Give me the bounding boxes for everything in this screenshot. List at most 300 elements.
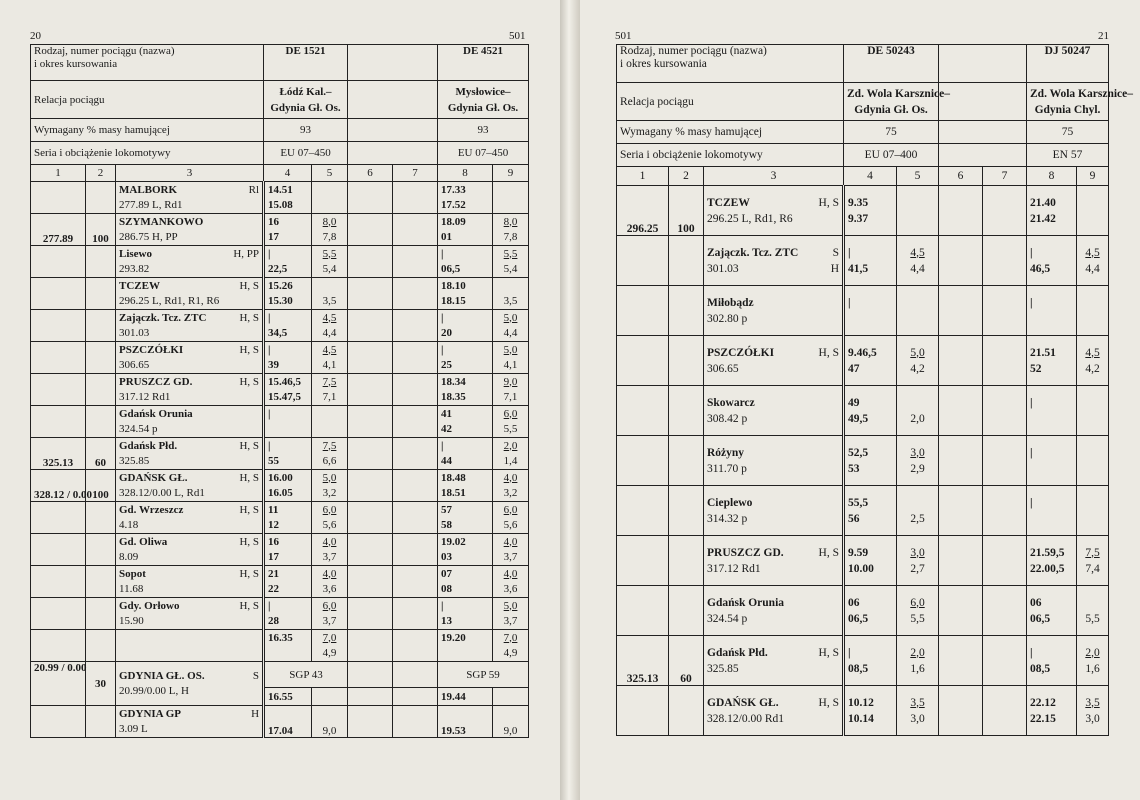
route-a-line: Gdynia Gł. Os. (854, 103, 928, 116)
run-b: 7,8 (503, 230, 518, 243)
run-a: 6,0 (322, 599, 337, 612)
station-cell (116, 246, 264, 278)
station-row (31, 406, 529, 438)
time-b-cell (438, 214, 493, 246)
time-b: 21.40 (1030, 196, 1056, 209)
run-b-cell (1077, 336, 1109, 386)
run-a: 3,7 (322, 550, 337, 563)
run-a: 7,5 (322, 439, 337, 452)
time-a (268, 646, 308, 661)
time-b: 58 (441, 518, 453, 531)
speed-cell (669, 486, 704, 536)
page-number-left: 20 (30, 30, 41, 42)
station-km: 325.85 (119, 454, 150, 467)
station-cell (116, 662, 264, 706)
run-a: 1,6 (910, 662, 925, 675)
run-b: 9,0 (503, 375, 518, 388)
time-a-cell (264, 278, 312, 310)
km-cell (31, 182, 86, 214)
run-b: 5,5 (503, 422, 518, 435)
run-a-cell (897, 286, 939, 336)
time-b (441, 646, 489, 661)
speed-cell (669, 436, 704, 486)
time-b-cell (1027, 286, 1077, 336)
time-a: 9.46,5 (848, 346, 877, 359)
run-b-cell (493, 470, 529, 502)
station-km: 317.12 Rd1 (707, 562, 761, 575)
time-b (1030, 411, 1073, 427)
km-cell (31, 502, 86, 534)
run-b-cell (493, 182, 529, 214)
time-a-cell (264, 502, 312, 534)
time-b: 20 (441, 326, 453, 339)
km-cell (617, 686, 669, 736)
time-b-cell (438, 182, 493, 214)
run-b (1080, 461, 1105, 477)
station-cell (704, 336, 844, 386)
km-value: 277.89 (42, 233, 74, 245)
time-a-cell (264, 566, 312, 598)
station-code: H, S (239, 279, 260, 292)
time-a: 9.59 (848, 546, 869, 559)
train-number-a: DE 50243 (844, 45, 939, 83)
empty-cell (348, 662, 393, 688)
station-code: S (832, 246, 839, 259)
empty-cell (348, 706, 393, 738)
empty-cell (348, 342, 393, 374)
station-cell (704, 286, 844, 336)
run-b (1080, 495, 1105, 511)
time-b: 18.10 (441, 279, 466, 292)
run-a-cell (897, 586, 939, 636)
empty-cell (348, 310, 393, 342)
empty-cell (393, 278, 438, 310)
time-b: 18.51 (441, 486, 466, 499)
station-row (31, 214, 529, 246)
station-km: 308.42 p (707, 412, 748, 425)
empty-cell (348, 374, 393, 406)
run-b: 6,0 (503, 407, 518, 420)
time-a-cell (844, 486, 897, 536)
time-a: | (268, 311, 271, 324)
station-cell (704, 186, 844, 236)
station-code: H (251, 707, 260, 720)
time-a-cell (844, 386, 897, 436)
empty-cell (393, 214, 438, 246)
time-b: 19.20 (441, 631, 466, 644)
time-a-cell (844, 686, 897, 736)
run-b-cell (1077, 186, 1109, 236)
km-value: 325.13 (42, 457, 74, 469)
station-cell (116, 598, 264, 630)
empty-cell (939, 144, 1027, 167)
departure-b: 19.44 (438, 688, 493, 706)
speed-cell (86, 630, 116, 662)
run-b: 5,5 (1085, 612, 1100, 625)
km-cell: 20.99 / 0.00 (31, 662, 86, 706)
empty-cell (939, 536, 983, 586)
speed-cell (669, 386, 704, 436)
empty-cell (939, 586, 983, 636)
time-b: | (1030, 446, 1033, 459)
run-b-cell (493, 534, 529, 566)
time-a-cell (844, 286, 897, 336)
time-a: 49,5 (848, 412, 869, 425)
station-row (31, 566, 529, 598)
speed-cell: 60 (86, 438, 116, 470)
run-b (496, 279, 525, 294)
time-a: 9.37 (848, 212, 869, 225)
speed-cell (86, 534, 116, 566)
station-name: Skowarcz (707, 396, 755, 409)
run-a: 2,0 (910, 646, 925, 659)
time-a: 47 (848, 362, 860, 375)
time-a-cell (844, 186, 897, 236)
station-row (617, 436, 1109, 486)
time-b: 22.00,5 (1030, 562, 1065, 575)
km-cell (31, 246, 86, 278)
time-b: 52 (1030, 362, 1042, 375)
train-number-b: DE 4521 (438, 45, 529, 81)
speed-cell (86, 310, 116, 342)
station-row (617, 686, 1109, 736)
route-a-line: Łódź Kal.– (279, 85, 332, 98)
run-a: 7,8 (322, 230, 337, 243)
station-row (31, 374, 529, 406)
km-cell (31, 438, 86, 470)
station-cell (116, 630, 264, 662)
run-a-cell (312, 310, 348, 342)
time-b: 42 (441, 422, 453, 435)
column-number: 4 (264, 165, 312, 182)
column-number: 1 (31, 165, 86, 182)
time-b (1030, 511, 1073, 527)
time-a-cell (264, 630, 312, 662)
station-cell (704, 586, 844, 636)
empty-cell (348, 566, 393, 598)
run-a: 3,5 (910, 696, 925, 709)
empty-cell (939, 236, 983, 286)
time-a: 16 (268, 535, 280, 548)
time-a: | (848, 646, 851, 659)
run-b: 1,4 (503, 454, 518, 467)
route-b-line: Mysłowice– (455, 85, 511, 98)
station-row (617, 486, 1109, 536)
run-a (315, 279, 344, 294)
speed-cell: 100 (86, 214, 116, 246)
station-km: 306.65 (119, 358, 150, 371)
km-cell (617, 636, 669, 686)
time-a: 15.26 (268, 279, 293, 292)
loco-a: EU 07–400 (844, 144, 939, 167)
time-a: 55,5 (848, 496, 869, 509)
run-b-cell (493, 598, 529, 630)
time-a: | (268, 599, 271, 612)
station-km: 4.18 (119, 518, 139, 531)
page-number-train: 501 (615, 30, 632, 42)
km-cell (617, 586, 669, 636)
run-a-cell (897, 336, 939, 386)
time-b-cell (1027, 636, 1077, 686)
time-b-cell (1027, 486, 1077, 536)
time-a: 22,5 (268, 262, 288, 275)
empty-cell (939, 636, 983, 686)
time-a: 12 (268, 518, 280, 531)
run-b-cell (493, 246, 529, 278)
station-row (31, 662, 529, 688)
loco-label: Seria i obciążenie lokomotywy (617, 144, 844, 167)
time-b: 17.52 (441, 198, 466, 211)
station-cell (116, 706, 264, 738)
km-cell (31, 566, 86, 598)
run-b-cell (1077, 536, 1109, 586)
time-a: 17 (268, 550, 280, 563)
run-b-cell (1077, 286, 1109, 336)
station-km: 20.99/0.00 L, H (119, 684, 189, 697)
train-type-label (31, 45, 264, 81)
station-row (31, 278, 529, 310)
station-code: H, S (239, 439, 260, 452)
run-b (1080, 311, 1105, 327)
run-a: 3,0 (910, 446, 925, 459)
run-a-cell (312, 438, 348, 470)
run-a-cell (312, 406, 348, 438)
route-a-line: Zd. Wola Karsznice– (847, 87, 950, 100)
time-b: 03 (441, 550, 453, 563)
run-b (1080, 445, 1105, 461)
station-km: 277.89 L, Rd1 (119, 198, 183, 211)
empty-cell (393, 566, 438, 598)
station-km: 328.12/0.00 L, Rd1 (119, 486, 205, 499)
time-b-cell (1027, 336, 1077, 386)
run-b: 4,9 (503, 646, 518, 659)
empty-cell (393, 598, 438, 630)
run-a: 4,0 (322, 567, 337, 580)
time-a: 11 (268, 503, 279, 516)
time-a (268, 422, 308, 437)
run-b: 5,0 (503, 311, 518, 324)
station-km: 302.80 p (707, 312, 748, 325)
run-b-cell (493, 374, 529, 406)
time-a: 41,5 (848, 262, 869, 275)
book-gutter (560, 0, 580, 800)
route-label: Relacja pociągu (617, 83, 844, 121)
time-b (1030, 461, 1073, 477)
empty-cell (393, 502, 438, 534)
time-a: 14.51 (268, 183, 293, 196)
time-b-cell (438, 374, 493, 406)
station-cell (116, 470, 264, 502)
run-b-cell (493, 214, 529, 246)
column-number: 5 (312, 165, 348, 182)
empty-cell (393, 438, 438, 470)
station-code: H (830, 262, 839, 275)
km-cell (617, 536, 669, 586)
empty-cell (983, 286, 1027, 336)
km-cell (617, 386, 669, 436)
time-b: 18.15 (441, 294, 466, 307)
km-cell (617, 186, 669, 236)
station-name: PSZCZÓŁKI (119, 343, 184, 356)
station-cell (116, 406, 264, 438)
speed-cell (669, 336, 704, 386)
empty-cell (983, 386, 1027, 436)
empty-cell (939, 336, 983, 386)
departure-a: 16.55 (264, 688, 312, 706)
km-cell (31, 374, 86, 406)
time-b-cell (438, 438, 493, 470)
time-b: | (1030, 296, 1033, 309)
station-name: Cieplewo (707, 496, 753, 509)
run-b: 5,5 (503, 247, 518, 260)
column-number: 2 (669, 167, 704, 186)
run-b: 5,0 (503, 343, 518, 356)
station-code: H, S (818, 196, 839, 209)
run-b: 5,0 (503, 599, 518, 612)
run-a: 4,1 (322, 358, 337, 371)
time-b-cell (438, 342, 493, 374)
empty-cell (983, 486, 1027, 536)
station-cell (116, 310, 264, 342)
run-a: 4,4 (322, 326, 337, 339)
station-name: PSZCZÓŁKI (707, 346, 775, 359)
station-cell (116, 438, 264, 470)
time-b: 21.51 (1030, 346, 1056, 359)
time-a: | (268, 247, 271, 260)
run-b: 4,4 (1085, 262, 1100, 275)
brake-b: 93 (438, 119, 529, 142)
train-type-label-line: i okres kursowania (620, 58, 707, 70)
station-code: S (252, 669, 260, 682)
empty-cell (312, 688, 348, 706)
station-code: H, S (239, 343, 260, 356)
run-a (315, 407, 344, 422)
run-a-cell (897, 236, 939, 286)
station-row (31, 630, 529, 662)
speed-cell (86, 406, 116, 438)
km-value: 328.12 / 0.00 (34, 489, 93, 501)
loco-b: EN 57 (1027, 144, 1109, 167)
empty-cell (348, 470, 393, 502)
station-km: 306.65 (707, 362, 739, 375)
station-km: 314.32 p (707, 512, 748, 525)
station-row (617, 186, 1109, 236)
time-b: | (441, 311, 444, 324)
run-a-cell (312, 566, 348, 598)
run-b-cell (1077, 386, 1109, 436)
run-a-cell (312, 470, 348, 502)
station-cell (116, 214, 264, 246)
station-code: H, PP (233, 247, 260, 260)
run-a: 5,4 (322, 262, 337, 275)
empty-cell (939, 186, 983, 236)
station-cell (116, 374, 264, 406)
column-number: 7 (983, 167, 1027, 186)
train-number-a: DE 1521 (264, 45, 348, 81)
speed-cell (86, 374, 116, 406)
empty-cell (348, 182, 393, 214)
time-b-cell (438, 630, 493, 662)
time-a: 10.12 (848, 696, 874, 709)
empty-cell (348, 438, 393, 470)
column-number: 1 (617, 167, 669, 186)
run-b: 3,6 (503, 582, 518, 595)
station-row (31, 470, 529, 502)
station-row (617, 336, 1109, 386)
arrival-w: 9,0 (493, 706, 529, 738)
time-b-cell (438, 598, 493, 630)
run-a: 7,5 (322, 375, 337, 388)
station-km: 8.09 (119, 550, 139, 563)
km-cell (31, 630, 86, 662)
empty-cell (348, 688, 393, 706)
km-cell (31, 310, 86, 342)
station-name: Lisewo (119, 247, 152, 260)
time-a-cell (264, 374, 312, 406)
route-label: Relacja pociągu (31, 81, 264, 119)
right-page (580, 0, 1140, 800)
station-row (31, 438, 529, 470)
run-b-cell (493, 278, 529, 310)
time-a-cell (264, 214, 312, 246)
km-cell (31, 706, 86, 738)
run-b: 4,1 (503, 358, 518, 371)
time-b-cell (438, 406, 493, 438)
time-b: 17.33 (441, 183, 466, 196)
speed-cell: 60 (669, 636, 704, 686)
column-number: 2 (86, 165, 116, 182)
run-a: 2,7 (910, 562, 925, 575)
train-type-label-line: i okres kursowania (34, 58, 118, 70)
time-a: | (848, 246, 851, 259)
station-cell (116, 566, 264, 598)
empty-cell (348, 278, 393, 310)
time-a-cell (844, 536, 897, 586)
run-a-cell (897, 436, 939, 486)
time-a: 06,5 (848, 612, 869, 625)
route-b (1027, 83, 1133, 121)
station-code: H, S (239, 311, 260, 324)
station-km: 324.54 p (707, 612, 748, 625)
arrival-v: 9,0 (312, 706, 348, 738)
station-km: 301.03 (119, 326, 150, 339)
column-number: 9 (493, 165, 529, 182)
station-name: Różyny (707, 446, 745, 459)
run-a: 5,5 (322, 247, 337, 260)
empty-cell (348, 246, 393, 278)
time-b: 21.42 (1030, 212, 1056, 225)
time-b-cell (438, 534, 493, 566)
km-value: 296.25 (626, 223, 659, 235)
empty-cell (939, 45, 1027, 83)
run-b: 7,1 (503, 390, 518, 403)
empty-cell (348, 502, 393, 534)
run-a-cell (312, 214, 348, 246)
km-cell (31, 278, 86, 310)
km-cell (617, 486, 669, 536)
station-row (617, 236, 1109, 286)
time-a: 15.08 (268, 198, 293, 211)
run-a: 5,6 (322, 518, 337, 531)
run-a: 4,0 (322, 535, 337, 548)
station-km: 328.12/0.00 Rd1 (707, 712, 784, 725)
run-b: 8,0 (503, 215, 518, 228)
run-b-cell (493, 438, 529, 470)
station-cell (116, 278, 264, 310)
run-b-cell (493, 342, 529, 374)
station-name: Gd. Wrzeszcz (119, 503, 184, 516)
run-b (1080, 595, 1105, 611)
